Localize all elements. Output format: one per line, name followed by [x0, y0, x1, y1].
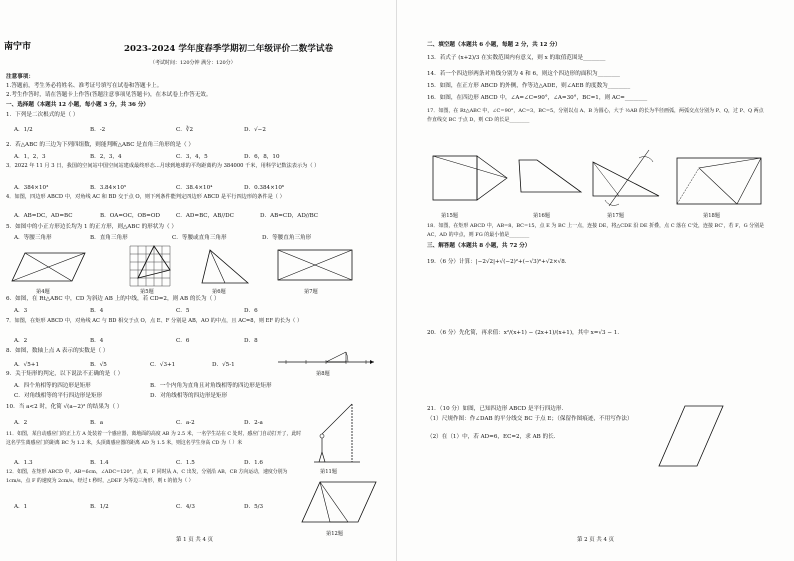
figure-q16: [517, 156, 583, 196]
caption-q15: 第15题: [441, 213, 458, 219]
q5-option-a: A．等腰三角形: [14, 235, 52, 241]
q12-option-c: C．4/3: [176, 504, 195, 510]
caption-q5: 第5题: [140, 289, 154, 295]
caption-q18: 第18题: [703, 213, 720, 219]
q8-option-c: C．√3+1: [150, 362, 176, 368]
q12-option-a: A．1: [14, 504, 28, 510]
figure-q12: [300, 478, 380, 528]
q6-option-c: C．5: [176, 308, 190, 314]
q11-option-b: B．1.4: [90, 460, 109, 466]
q18-stem: 18．如图，在矩形 ABCD 中，AB=8，BC=15，点 E 为 BC 上一点，连接 DE，将△CDE 沿 DE 折叠，点 C 落在 C'处，连接 BC'，若 F，G 分别是 AC，AD 的中点，则 FG 的最小值是________: [427, 223, 765, 238]
note-1: 1.答题前，考生务必将姓名、准考证号填写在试卷和答题卡上。: [6, 83, 163, 89]
q7-stem: 7．如图，在矩形 ABCD 中，对角线 AC 与 BD 相交于点 O，点 E、F 分别是 AB，AO 的中点，且 AC=8，则 EF 的长为（ ）: [6, 318, 303, 324]
figure-q7: [276, 248, 356, 284]
q8-stem: 8．如图，数轴上点 A 表示的实数是（ ）: [6, 348, 109, 354]
q10-option-b: B．a: [90, 420, 104, 426]
q9-option-c: C．对角线相等的平行四边形是矩形: [14, 393, 103, 399]
q16-stem: 16．如图，在四边形 ABCD 中，∠A=∠C=90°，∠A=30°，BC=1，则 AC=________: [427, 95, 648, 101]
caption-q4: 第4题: [36, 289, 50, 295]
caption-q7: 第7题: [304, 289, 318, 295]
q5-option-d: D．等腰直角三角形: [262, 235, 312, 241]
q9-option-b: B．一个内角为直角且对角线相等的四边形是矩形: [150, 383, 272, 389]
q12-option-d: D．5/3: [244, 504, 264, 510]
q7-option-b: B．4: [90, 338, 104, 344]
q3-option-c: C．38.4×10⁴: [176, 185, 213, 191]
q4-option-d: D．AB=CD，AD//BC: [260, 213, 319, 219]
q3-option-a: A．384×10³: [14, 185, 49, 191]
figure-q11: [312, 400, 362, 464]
figure-q5-grid: [128, 244, 172, 288]
section2-heading: 二、填空题（本题共 6 小题，每题 2 分，共 12 分）: [427, 42, 561, 48]
q9-stem: 9．关于矩形的判定，以下说法不正确的是（ ）: [6, 371, 124, 377]
q8-option-b: B．√5: [90, 362, 107, 368]
q10-option-c: C．a-2: [176, 420, 195, 426]
page-footer-right: 第 2 页 共 4 页: [577, 537, 614, 543]
q5-option-c: C．等腰或直角三角形: [172, 235, 227, 241]
q5-option-b: B．直角三角形: [90, 235, 128, 241]
q7-option-a: A．2: [14, 338, 28, 344]
figure-q15: [431, 150, 511, 210]
q10-option-a: A．2: [14, 420, 28, 426]
q19-stem: 19．（6 分）计算：|−2√2|+√(−2)²+(−√3)⁰+√2×√8．: [427, 259, 571, 265]
exam-title: 2023-2024 学年度春季学期初二年级评价二数学试卷: [124, 44, 334, 54]
q2-option-c: C．3，4，5: [176, 154, 208, 160]
q21-part2: （2）在（1）中，若 AD=6，EC=2，求 AB 的长．: [427, 434, 560, 440]
q8-option-d: D．√5-1: [212, 362, 235, 368]
q7-option-c: C．6: [176, 338, 190, 344]
q21-stem: 21．（10 分）如图，已知四边形 ABCD 是平行四边形．: [427, 406, 568, 412]
q11-stem: 11．如图，某自动感应门的正上方 A 处装着一个感应器，离地面的高度 AB 为 2.5 米，一名学生站在 C 处时，感应门自动打开了，此时这名学生离感应门的距离 BC 为 1.2 米，头顶离感应器的距离 AD 为 1.5 米，则这名学生身高 CD 为（ ）米: [6, 431, 302, 446]
q2-option-b: B．2，3，4: [90, 154, 122, 160]
q13-stem: 13．若式子 (x+2)/3 在实数范围内有意义，则 x 的取值范围是________: [427, 55, 606, 61]
q3-stem: 3．2022 年 11 月 3 日，我国的空间站中国空间站建成最终形态...月球到地球的平均距离约为 384000 千米，用科学记数法表示为（ ）: [6, 163, 320, 169]
q4-option-b: B．OA=OC，OB=OD: [100, 213, 160, 219]
q1-option-d: D．√−2: [244, 127, 266, 133]
caption-q17: 第17题: [607, 213, 624, 219]
q21-part1: （1）尺规作图：作∠DAB 的平分线交 BC 于点 E；（保留作图痕迹，不用写作法）: [427, 416, 633, 422]
q6-stem: 6．如图，在 Rt△ABC 中，CD 为斜边 AB 上的中线，若 CD=2，则 AB 的长为（ ）: [6, 296, 220, 302]
q10-option-d: D．2-a: [244, 420, 263, 426]
q14-stem: 14．若一个四边形两条对角线分别为 4 和 6，则这个四边形的面积为________: [427, 71, 620, 77]
figure-q6: [200, 248, 250, 288]
figure-q17: [589, 148, 669, 208]
q2-stem: 2．若△ABC 的三边为下列四组数，则能判断△ABC 是直角三角形的是（ ）: [6, 142, 195, 148]
figure-q21-parallelogram: [657, 400, 727, 472]
q15-stem: 15．如图，在正方形 ABCD 的外侧，作等边△ADE，则∠AEB 的度数为________: [427, 83, 631, 89]
q3-option-b: B．3.84×10⁵: [90, 185, 127, 191]
notes-heading: 注意事项：: [6, 74, 34, 80]
exam-subtitle: （考试时间：120分钟 满分：120分）: [150, 60, 236, 66]
q12-option-b: B．1/2: [90, 504, 109, 510]
caption-q11: 第11题: [320, 469, 337, 475]
q4-option-c: C．AD=BC，AB//DC: [176, 213, 234, 219]
caption-q12: 第12题: [326, 531, 343, 537]
city-label: 南宁市: [4, 42, 32, 52]
figure-q8-number-line: [276, 340, 376, 370]
q3-option-d: D．0.384×10⁶: [244, 185, 285, 191]
q20-stem: 20．（6 分）先化简，再求值：x²/(x+1) − (2x+1)/(x+1)，其中 x=√3 − 1．: [427, 330, 623, 336]
q2-option-d: D．6，8，10: [244, 154, 280, 160]
q1-option-a: A．1/2: [14, 127, 33, 133]
q11-option-d: D．1.6: [244, 460, 263, 466]
q1-option-b: B．-2: [90, 127, 106, 133]
q8-option-a: A．√5+1: [14, 362, 40, 368]
q1-option-c: C．∛2: [176, 127, 193, 133]
q9-option-a: A．四个角相等的四边形是矩形: [14, 383, 91, 389]
q5-stem: 5．如图中的小正方形边长均为 1 的正方形，则△ABC 的形状为（ ）: [6, 224, 177, 230]
q17-stem: 17．如图，在 Rt△ABC 中，∠C=90°，AC=3，BC=5，分别以点 A、B 为圆心，大于 ½AB 的长为半径画弧，两弧交点分别为 P、Q，过 P、Q 两点作直线交 BC 于点 D，则 CD 的长是________: [427, 108, 764, 123]
page-right: [397, 0, 794, 561]
note-2: 2.考生作答时，请在答题卡上作答(答题注意事项见答题卡)，在本试卷上作答无效。: [6, 92, 212, 98]
q11-option-a: A．1.3: [14, 460, 33, 466]
section1-heading: 一、选择题（本题共 12 小题，每小题 3 分，共 36 分）: [6, 102, 150, 108]
caption-q8: 第8题: [316, 371, 330, 377]
q4-stem: 4．如图，四边形 ABCD 中，对角线 AC 和 BD 交于点 O，则下列条件能判定四边形 ABCD 是平行四边形的条件是（ ）: [6, 194, 285, 200]
q7-option-d: D．8: [244, 338, 258, 344]
q10-stem: 10．当 a<2 时，化简 √(a−2)² 的结果为（ ）: [6, 404, 123, 410]
q6-option-b: B．4: [90, 308, 104, 314]
q12-stem: 12．如图，在矩形 ABCD 中，AB=6cm，∠ADC=120°，点 E，F 同时从 A，C 出发，分别沿 AB，CB 方向运动，速度分别为 1cm/s，点 F 的速度为 2cm/s，经过 t 秒时，△DEF 为等边三角形，则 t 的值为（ ）: [6, 469, 288, 484]
q1-stem: 1．下列是二次根式的是（ ）: [6, 112, 79, 118]
q6-option-d: D．6: [244, 308, 258, 314]
section3-heading: 三、解答题（本题共 8 小题，共 72 分）: [427, 243, 531, 249]
figure-q4: [10, 248, 90, 288]
figure-q18: [675, 152, 765, 208]
q9-option-d: D．对角线相等的四边形是矩形: [150, 393, 228, 399]
q6-option-a: A．3: [14, 308, 28, 314]
q11-option-c: C．1.5: [176, 460, 195, 466]
q2-option-a: A．1，2，3: [14, 154, 46, 160]
page-footer-left: 第 1 页 共 4 页: [176, 537, 213, 543]
caption-q16: 第16题: [533, 213, 550, 219]
q4-option-a: A．AB=DC，AD=BC: [14, 213, 73, 219]
caption-q6: 第6题: [212, 289, 226, 295]
